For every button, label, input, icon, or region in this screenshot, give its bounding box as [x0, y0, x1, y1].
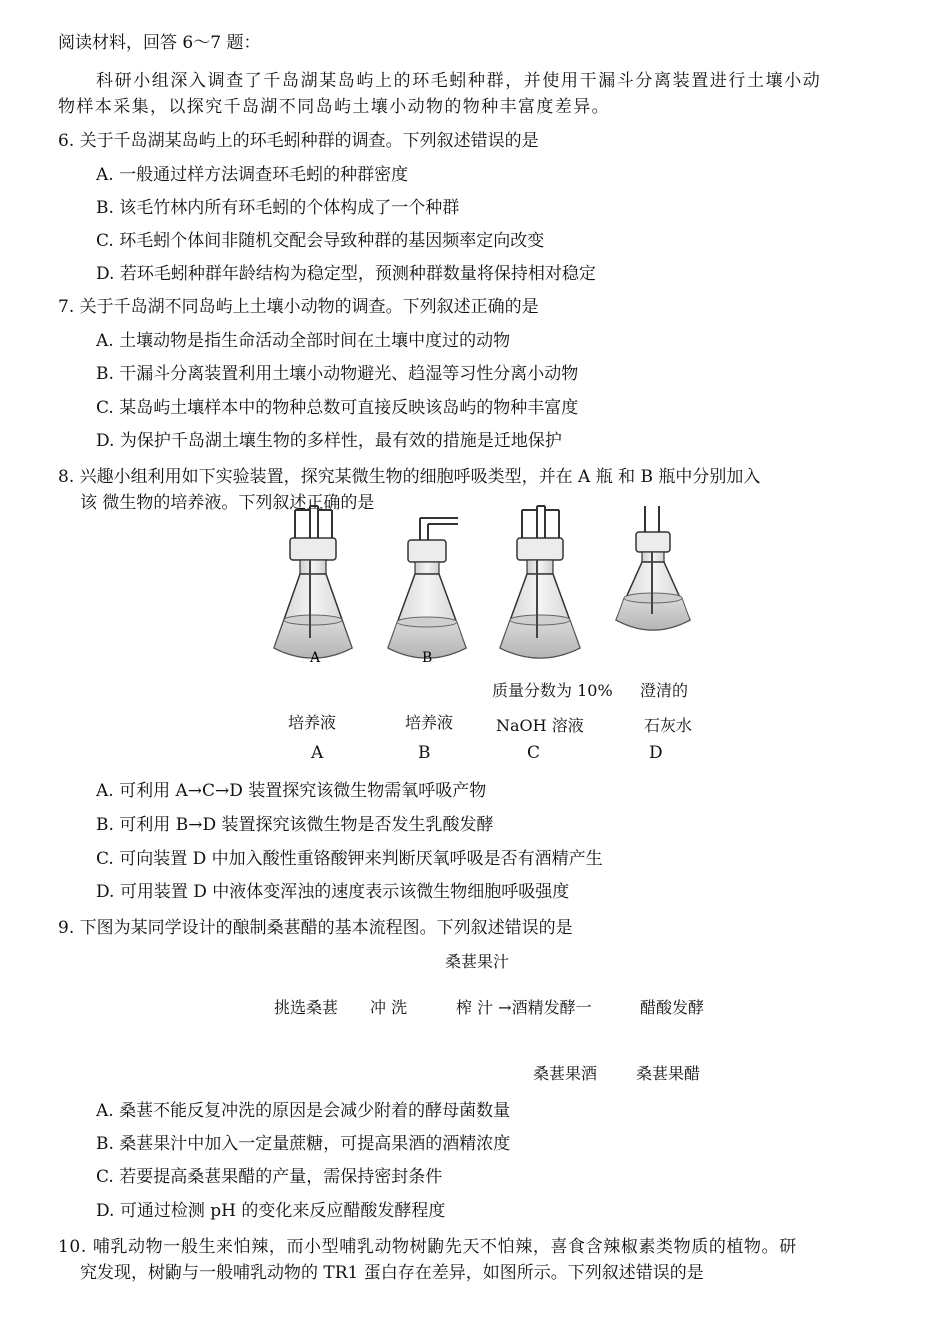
flow-juice-label: 桑葚果汁	[445, 952, 510, 971]
flask-a-letter: A	[311, 743, 324, 763]
question-9-stem: 9. 下图为某同学设计的酿制桑葚醋的基本流程图。下列叙述错误的是	[58, 918, 573, 938]
flask-b-inner-label: B	[422, 650, 433, 666]
flask-c-liquid-label-line-1: 质量分数为 10%	[492, 681, 613, 700]
question-6-option-d: D. 若环毛蚓种群年龄结构为稳定型，预测种群数量将保持相对稳定	[96, 264, 596, 284]
intro-paragraph-line-2: 物样本采集，以探究千岛湖不同岛屿土壤小动物的物种丰富度差异。	[58, 97, 610, 117]
question-6-option-b: B. 该毛竹林内所有环毛蚓的个体构成了一个种群	[96, 198, 460, 218]
flask-d-liquid-label-line-1: 澄清的	[640, 681, 689, 700]
flask-d-letter: D	[649, 743, 663, 763]
question-7-option-b: B. 干漏斗分离装置利用土壤小动物避光、趋湿等习性分离小动物	[96, 364, 579, 384]
flow-output-wine: 桑葚果酒	[533, 1064, 598, 1083]
flask-b-letter: B	[418, 743, 431, 763]
flask-a	[274, 506, 352, 666]
question-8-option-a: A. 可利用 A→C→D 装置探究该微生物需氧呼吸产物	[96, 781, 487, 801]
flask-a-inner-label: A	[310, 650, 321, 666]
flow-step-press-alcohol: 榨 汁 →酒精发酵一	[456, 998, 592, 1017]
intro-paragraph-line-1: 科研小组深入调查了千岛湖某岛屿上的环毛蚓种群，并使用干漏斗分离装置进行土壤小动	[96, 71, 822, 91]
flow-step-acetic: 醋酸发酵	[640, 998, 705, 1017]
question-6-option-c: C. 环毛蚓个体间非随机交配会导致种群的基因频率定向改变	[96, 231, 545, 251]
flask-c-liquid-label-line-2: NaOH 溶液	[496, 716, 584, 735]
flow-step-select: 挑选桑葚	[274, 998, 339, 1017]
question-6-stem: 6. 关于千岛湖某岛屿上的环毛蚓种群的调查。下列叙述错误的是	[58, 131, 539, 151]
flask-d	[616, 506, 690, 630]
flask-apparatus-figure	[260, 498, 720, 678]
question-9-option-c: C. 若要提高桑葚果醋的产量，需保持密封条件	[96, 1167, 443, 1187]
question-8-option-d: D. 可用装置 D 中液体变浑浊的速度表示该微生物细胞呼吸强度	[96, 882, 570, 902]
question-8-option-b: B. 可利用 B→D 装置探究该微生物是否发生乳酸发酵	[96, 815, 494, 835]
question-9-option-a: A. 桑葚不能反复冲洗的原因是会减少附着的酵母菌数量	[96, 1101, 511, 1121]
question-7-option-d: D. 为保护千岛湖土壤生物的多样性，最有效的措施是迁地保护	[96, 431, 562, 451]
question-8-stem-line-1: 8. 兴趣小组利用如下实验装置，探究某微生物的细胞呼吸类型，并在 A 瓶 和 B 瓶中分别加入	[58, 467, 761, 487]
question-7-stem: 7. 关于千岛湖不同岛屿上土壤小动物的调查。下列叙述正确的是	[58, 297, 539, 317]
flask-c-letter: C	[527, 743, 541, 763]
question-9-option-b: B. 桑葚果汁中加入一定量蔗糖，可提高果酒的酒精浓度	[96, 1134, 511, 1154]
flask-c	[500, 506, 580, 658]
flask-b	[388, 518, 466, 666]
flow-step-wash: 冲 洗	[370, 998, 408, 1017]
question-7-option-a: A. 土壤动物是指生命活动全部时间在土壤中度过的动物	[96, 331, 511, 351]
intro-title: 阅读材料，回答 6～7 题：	[58, 33, 261, 53]
question-7-option-c: C. 某岛屿土壤样本中的物种总数可直接反映该岛屿的物种丰富度	[96, 398, 579, 418]
flask-b-liquid-label: 培养液	[405, 713, 454, 732]
question-9-option-d: D. 可通过检测 pH 的变化来反应醋酸发酵程度	[96, 1201, 446, 1221]
question-8-stem-line-2: 该 微生物的培养液。下列叙述正确的是	[80, 493, 375, 513]
flask-a-liquid-label: 培养液	[288, 713, 337, 732]
question-10-stem-line-2: 究发现，树鼩与一般哺乳动物的 TR1 蛋白存在差异，如图所示。下列叙述错误的是	[80, 1263, 704, 1283]
question-10-stem-line-1: 10. 哺乳动物一般生来怕辣，而小型哺乳动物树鼩先天不怕辣，喜食含辣椒素类物质的植物。研	[58, 1237, 797, 1257]
flow-output-vinegar: 桑葚果醋	[636, 1064, 701, 1083]
question-8-option-c: C. 可向装置 D 中加入酸性重铬酸钾来判断厌氧呼吸是否有酒精产生	[96, 849, 603, 869]
question-6-option-a: A. 一般通过样方法调查环毛蚓的种群密度	[96, 165, 409, 185]
flask-d-liquid-label-line-2: 石灰水	[644, 716, 693, 735]
